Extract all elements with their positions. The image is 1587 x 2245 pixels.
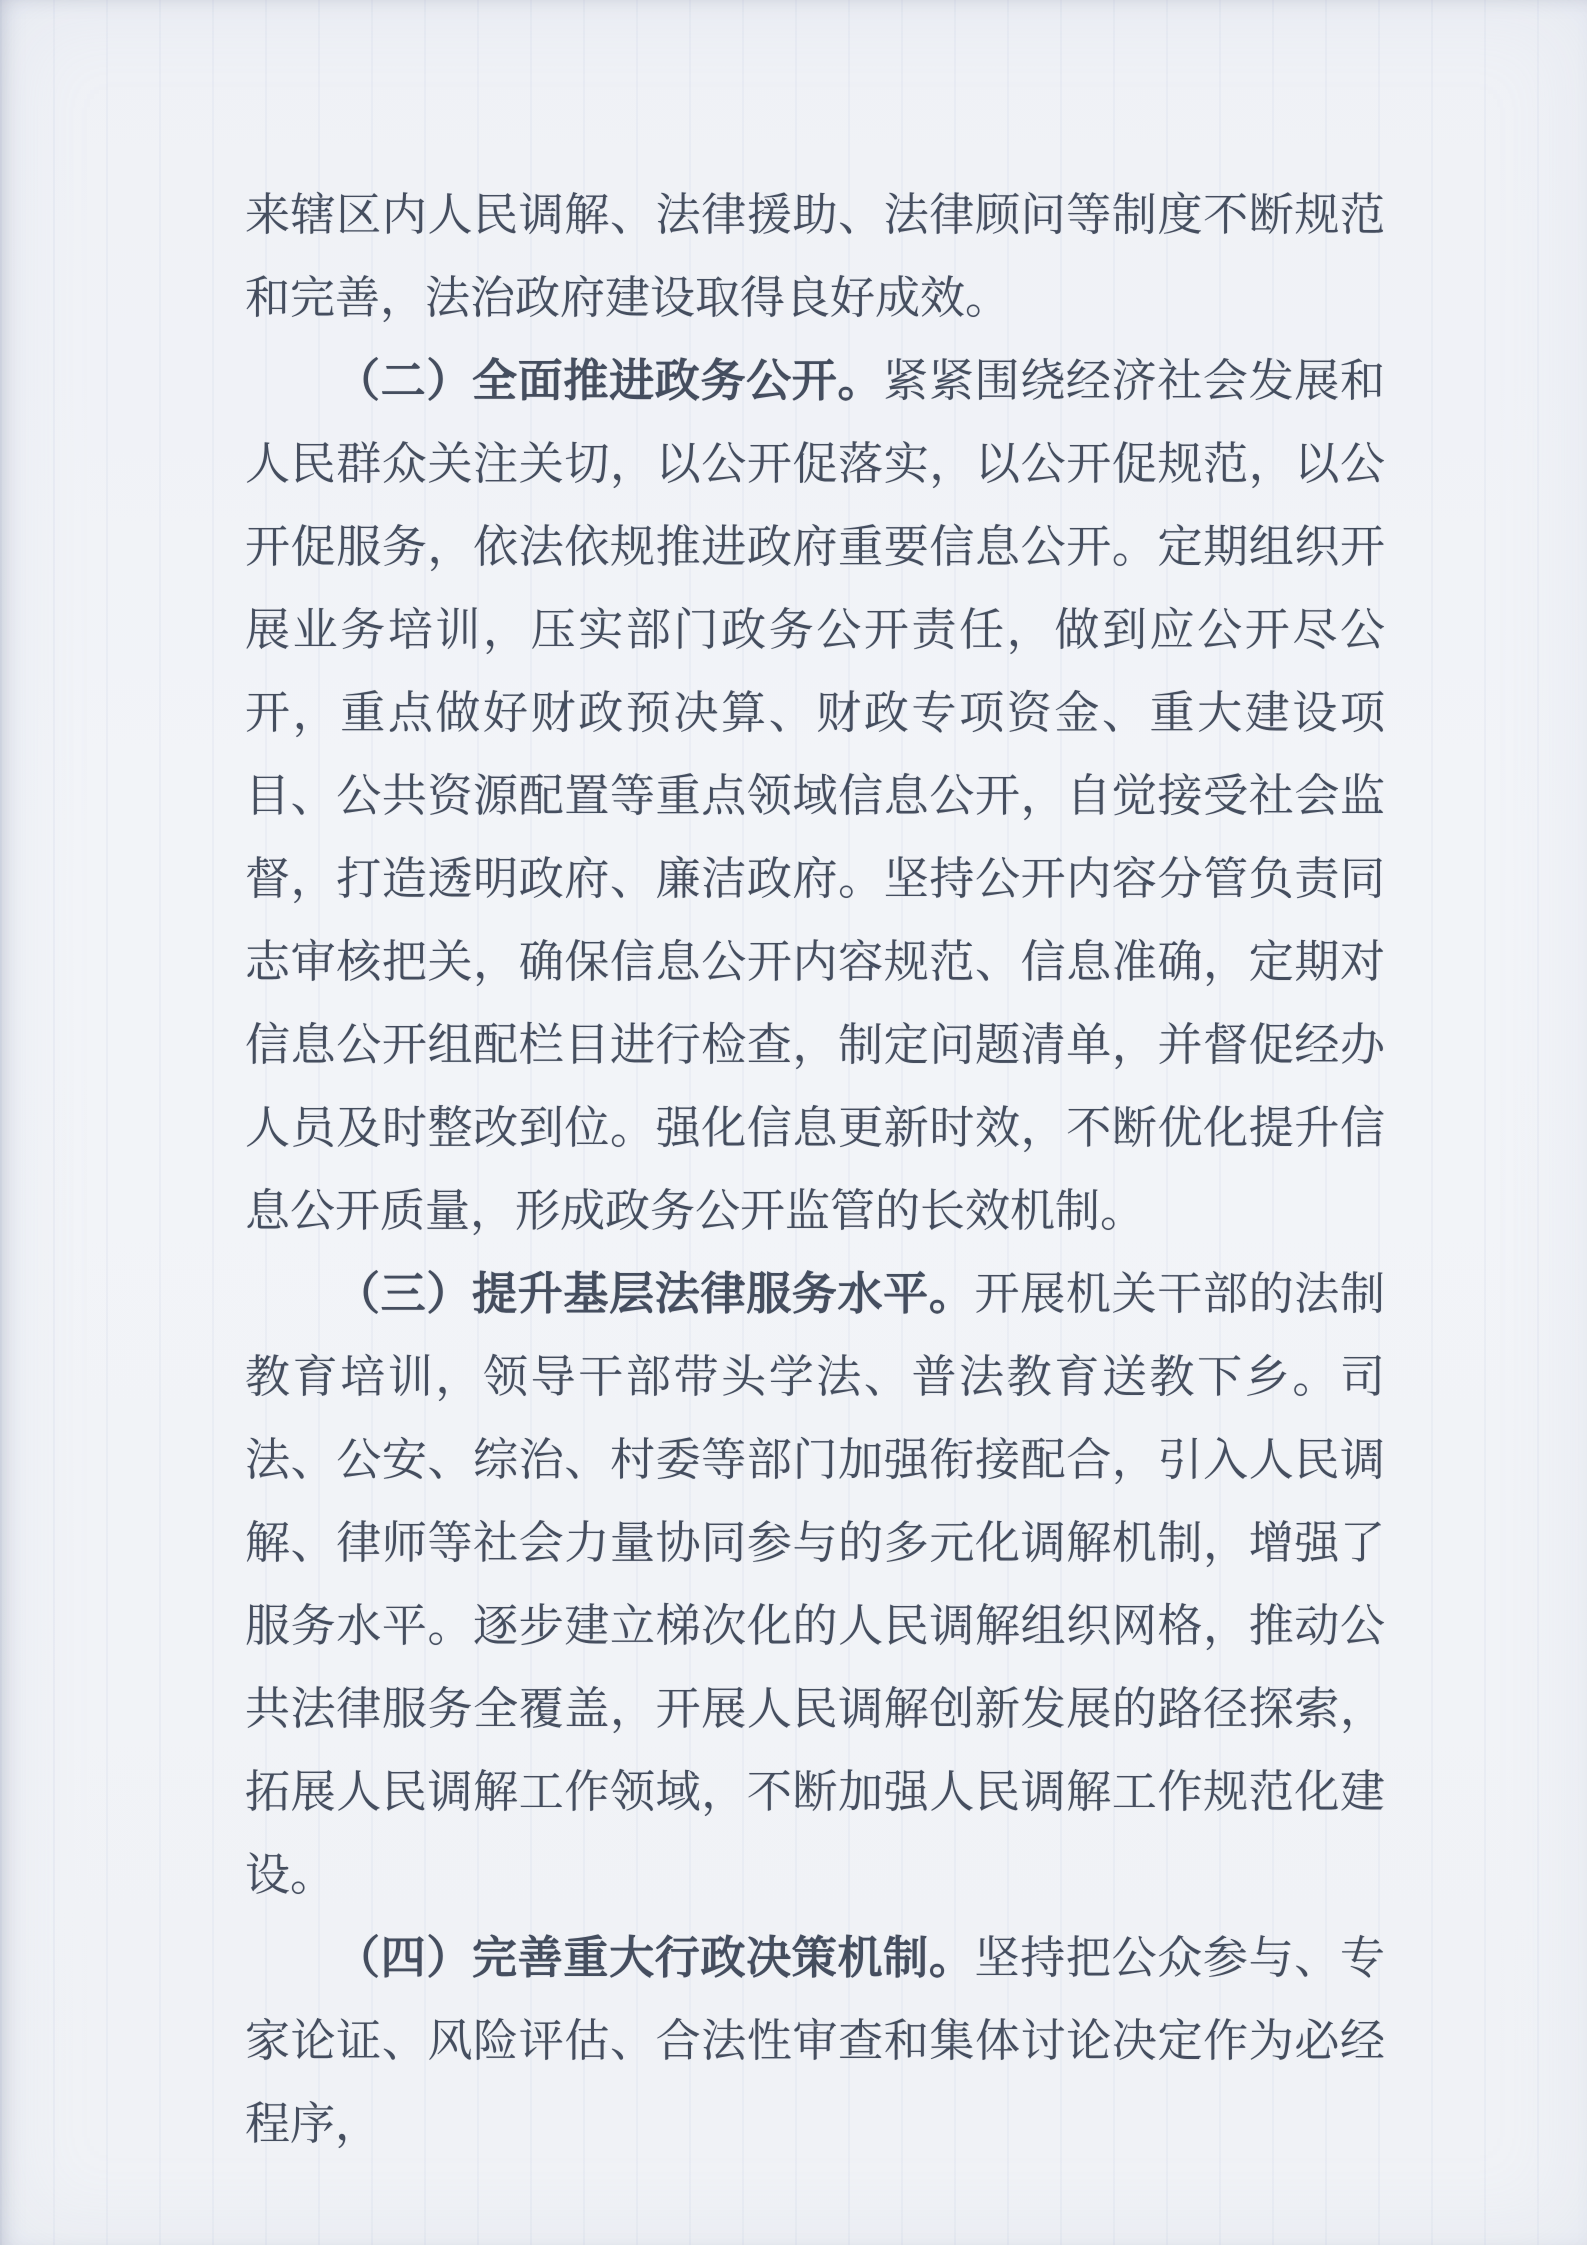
section-heading: （二）全面推进政务公开。 [335,354,884,407]
section-heading: （四）完善重大行政决策机制。 [335,1931,975,1984]
paragraph-text: 坚持把公众参与、专家论证、风险评估、合法性审查和集体讨论决定作为必经程序， [245,1931,1385,2150]
paragraph-section-4 [245,1916,1385,2165]
paragraph-text: 开展机关干部的法制教育培训，领导干部带头学法、普法教育送教下乡。司法、公安、综治、村委等部门加强衔接配合，引入人民调解、律师等社会力量协同参与的多元化调解机制，增强了服务水平。逐步建立梯次化的人民调解组织网格，推动公共法律服务全覆盖，开展人民调解创新发展的路径探索，拓展人民调解工作领域，不断加强人民调解工作规范化建设。 [245,1267,1385,1901]
paragraph-continuation [245,173,1385,339]
paragraph-text: 紧紧围绕经济社会发展和人民群众关注关切，以公开促落实，以公开促规范，以公开促服务，依法依规推进政府重要信息公开。定期组织开展业务培训，压实部门政务公开责任，做到应公开尽公开，重点做好财政预决算、财政专项资金、重大建设项目、公共资源配置等重点领域信息公开，自觉接受社会监督，打造透明政府、廉洁政府。坚持公开内容分管负责同志审核把关，确保信息公开内容规范、信息准确，定期对信息公开组配栏目进行检查，制定问题清单，并督促经办人员及时整改到位。强化信息更新时效，不断优化提升信息公开质量，形成政务公开监管的长效机制。 [245,354,1385,1237]
paragraph-section-3 [245,1252,1385,1916]
paragraph-text: 来辖区内人民调解、法律援助、法律顾问等制度不断规范和完善，法治政府建设取得良好成效。 [245,188,1385,324]
section-heading: （三）提升基层法律服务水平。 [335,1267,975,1320]
page-content [245,173,1385,2165]
paragraph-section-2 [245,339,1385,1252]
